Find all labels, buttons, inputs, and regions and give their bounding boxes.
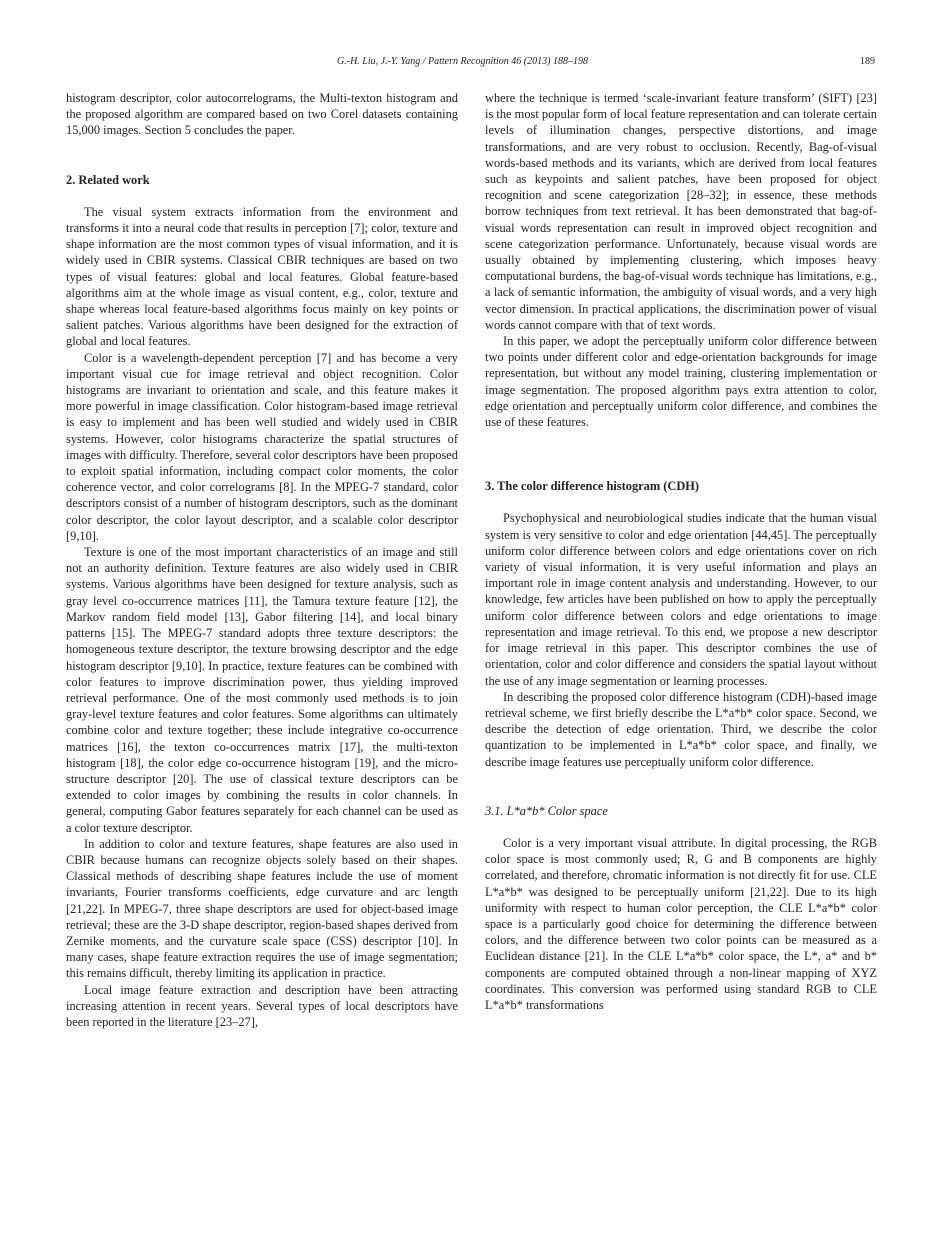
paragraph: Texture is one of the most important characteristics of an image and still not an authority definition. Texture features are also widely used in CBIR systems. Various algorithms have been designed for texture analysis, such as gray level co-occurrence matrices [11], the Tamura texture feature [12], the Markov random field model [13], Gabor filtering [14], and local binary patterns [15]. The MPEG-7 standard adopts three texture descriptors: the homogeneous texture descriptor, the texture browsing descriptor and the edge histogram descriptor [9,10]. In practice, texture features can be combined with color features to improve discrimination power, thus yielding improved retrieval performance. One of the most commonly used methods is to join gray-level texture features and color features. Some algorithms can ultimately combine color and texture together; these include integrative co-occurrence matrices [16], the texton co-occurrences matrix [17], the multi-texton histogram [18], the color edge co-occurrence histogram [19], and the micro-structure descriptor [20]. The use of classical texture descriptors can be extended to color images by combining the results in color channels. In general, computing Gabor features separately for each channel can be used as a color texture descriptor. [66,545,458,835]
page-header [0,56,925,70]
paragraph: In this paper, we adopt the perceptually uniform color difference between two points under different color and edge-orientation backgrounds for image representation, but without any model training, clustering implementation or image segmentation. The proposed algorithm pays extra attention to color, edge orientation and perceptually uniform color difference, and combines the use of these features. [485,334,877,430]
paragraph: The visual system extracts information from the environment and transforms it into a neural code that results in perception [7]; color, texture and shape information are the most common types of visual information, and it is widely used in CBIR systems. Classical CBIR techniques are based on two types of visual features: global and local features. Global feature-based algorithms aim at the whole image as visual content, e.g., color, texture and shape whereas local feature-based algorithms focus mainly on key points or salient patches. Various algorithms have been designed for the extraction of global and local features. [66,204,458,349]
section-heading-related-work: 2. Related work [66,172,150,187]
left-column [66,90,458,1030]
paragraph: Local image feature extraction and description have been attracting increasing attention in recent years. Several types of local descriptors have been reported in the literature [23–27], [66,982,458,1029]
page-number: 189 [860,56,875,67]
paragraph: Color is a very important visual attribute. In digital processing, the RGB color space is most commonly used; R, G and B components are highly correlated, and therefore, chromatic information is not directly fit for use. CLE L*a*b* was designed to be perceptually uniform [21,22]. Due to its high uniformity with respect to human color perception, the CLE L*a*b* color space is a particularly good choice for determining the difference between colors, and the difference between two color points can be measured as a Euclidean distance [21]. In the CLE L*a*b* color space, the L*, a* and b* components are computed obtained through a non-linear mapping of XYZ coordinates. This conversion was performed using standard RGB to CLE L*a*b* transformations [485,835,877,1012]
paragraph: Color is a wavelength-dependent perception [7] and has become a very important visual cue for image retrieval and object recognition. Color histograms are invariant to orientation and scale, and this feature makes it more powerful in image classification. Color histogram-based image retrieval is easy to implement and has been well studied and widely used in CBIR systems. However, color histograms characterize the spatial structures of images with difficulty. Therefore, several color descriptors have been proposed to exploit spatial information, including compact color moments, the color coherence vector, and color correlograms [8]. In the MPEG-7 standard, color descriptors consist of a number of histogram descriptors, such as the dominant color descriptor, the color layout descriptor, and a scalable color descriptor [9,10]. [66,350,459,543]
paragraph: In addition to color and texture features, shape features are also used in CBIR because humans can recognize objects solely based on their shapes. Classical methods of describing shape features include the use of moment invariants, Fourier transforms coefficients, edge curvature and arc length [21,22]. In MPEG-7, three shape descriptors are used for object-based image retrieval; these are the 3-D shape descriptor, region-based shapes derived from Zernike moments, and the curvature scale space (CSS) descriptor [10]. In many cases, shape feature extraction requires the use of image segmentation; this remains difficult, thereby limiting its application in practice. [66,836,458,981]
paragraph: Psychophysical and neurobiological studies indicate that the human visual system is very sensitive to color and edge orientation [44,45]. The perceptually uniform color difference between colors and edge orientations cover on rich variety of visual information, it is very useful information and plays an important role in image content analysis and understanding. However, to our knowledge, few articles have been published on how to apply the perceptually uniform color difference between colors and edge orientations to image representation and image retrieval. To this end, we propose a new descriptor for image retrieval in this paper. This descriptor combines the use of orientation, color and color difference and considers the spatial layout without the use of any image segmentation or learning processes. [485,511,877,688]
section-heading-cdh: 3. The color difference histogram (CDH) [485,479,700,494]
paragraph: In describing the proposed color difference histogram (CDH)-based image retrieval scheme, we first briefly describe the L*a*b* color space. Second, we describe the detection of edge orientation. Third, we describe the color quantization to be implemented in L*a*b* color space, and finally, we describe image features use perceptually uniform color difference. [485,689,877,769]
right-column [485,90,877,1013]
subsection-heading-lab-color-space: 3.1. L*a*b* Color space [485,803,608,818]
paragraph: where the technique is termed ‘scale-invariant feature transform’ (SIFT) [23] is the most popular form of local feature representation and can tolerate certain levels of illumination changes, perspective distortions, and image transformations, and are very robust to occlusion. Recently, Bag-of-visual words-based methods and its variants, which are derived from local features such as keypoints and salient patches, have been proposed for object recognition and scene categorization [28–32]; in essence, these methods borrow techniques from text retrieval. It has been demonstrated that bag-of-visual words representation can result in improved object recognition and scene categorization performance. Unfortunately, because visual words are usually obtained by implementing clustering, which imposes heavy computational burdens, the bag-of-visual words technique has limitations, e.g., a lack of semantic information, the ambiguity of visual words, and a very high vector dimension. In practical applications, the discrimination power of visual words cannot compare with that of text words. [485,91,877,332]
paragraph: histogram descriptor, color autocorrelograms, the Multi-texton histogram and the proposed algorithm are compared based on two Corel datasets containing 15,000 images. Section 5 concludes the paper. [66,91,458,138]
running-title: G.-H. Liu, J.-Y. Yang / Pattern Recognition 46 (2013) 188–198 [337,56,588,67]
